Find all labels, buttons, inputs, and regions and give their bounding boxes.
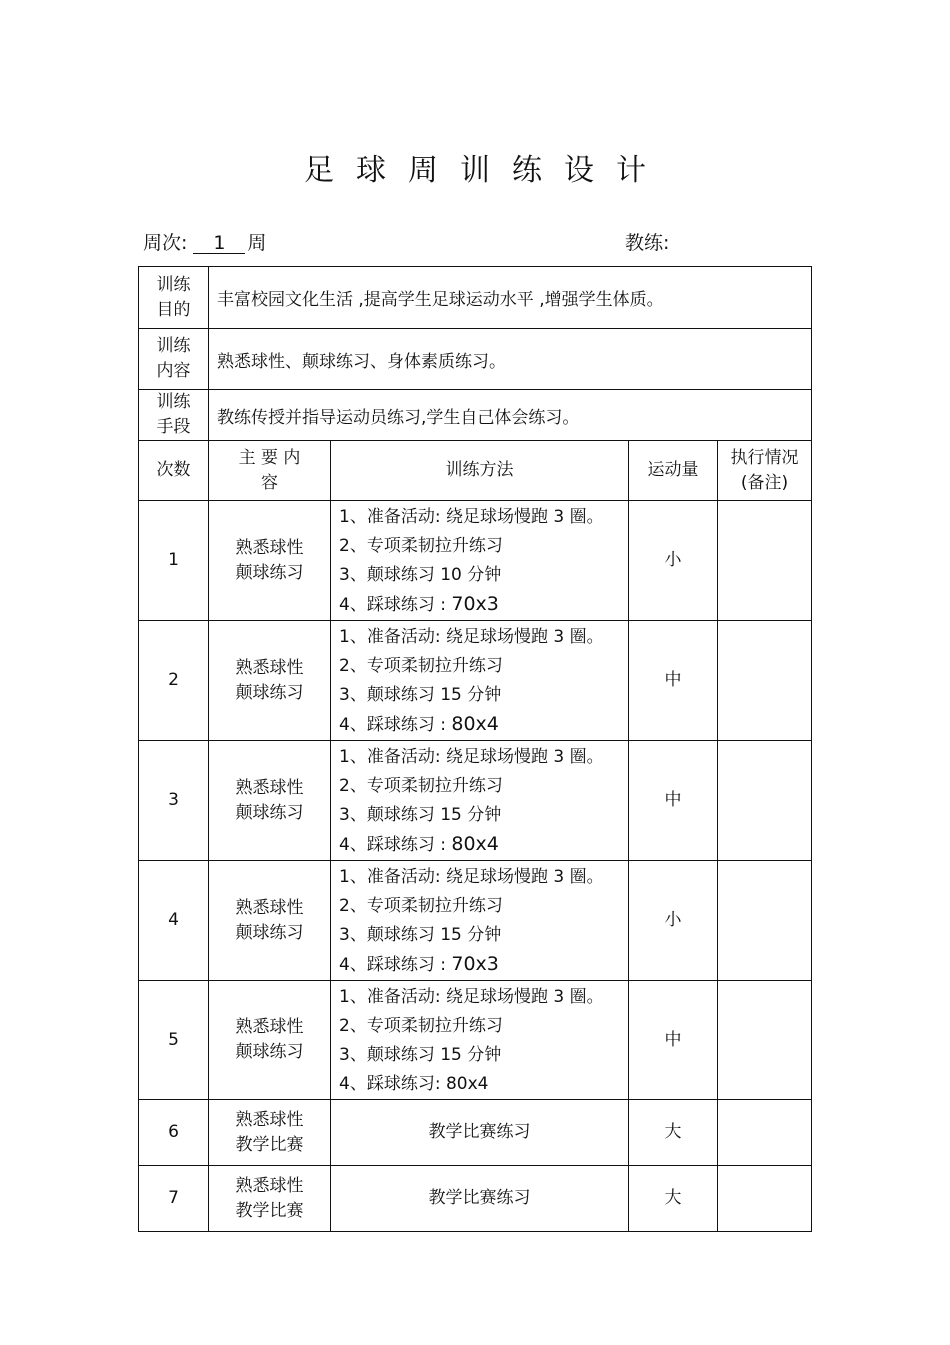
week-number: 1 [193,233,245,254]
session-load: 大 [629,1100,718,1166]
session-method: 1、准备活动: 绕足球场慢跑 3 圈。 2、专项柔韧拉升练习 3、颠球练习 15 分钟 4、踩球练习 : 70x3 [331,861,629,981]
session-number: 6 [139,1100,209,1166]
session-method: 1、准备活动: 绕足球场慢跑 3 圈。 2、专项柔韧拉升练习 3、颠球练习 15 分钟 4、踩球练习: 80x4 [331,981,629,1100]
session-note [718,981,812,1100]
session-load: 中 [629,621,718,741]
page-title: 足球周训练设计 [304,153,668,188]
session-note [718,861,812,981]
week-unit: 周 [247,232,267,254]
session-load: 中 [629,741,718,861]
session-content: 熟悉球性 颠球练习 [209,861,331,981]
info-text: 熟悉球性、颠球练习、身体素质练习。 [209,329,812,390]
session-note [718,741,812,861]
header-content: 主 要 内 容 [209,441,331,501]
header-count: 次数 [139,441,209,501]
info-text: 丰富校园文化生活 ,提高学生足球运动水平 ,增强学生体质。 [209,267,812,329]
table-row [139,861,812,981]
session-number: 3 [139,741,209,861]
info-row-goal [139,267,812,329]
session-note [718,621,812,741]
table-row [139,1166,812,1232]
session-note [718,501,812,621]
session-method: 1、准备活动: 绕足球场慢跑 3 圈。 2、专项柔韧拉升练习 3、颠球练习 15 分钟 4、踩球练习 : 80x4 [331,741,629,861]
week-label: 周次: [143,232,188,254]
session-number: 5 [139,981,209,1100]
session-number: 2 [139,621,209,741]
table-row [139,981,812,1100]
session-content: 熟悉球性 颠球练习 [209,981,331,1100]
session-load: 小 [629,861,718,981]
info-label: 训练 内容 [139,329,209,390]
session-method: 教学比赛练习 [331,1166,629,1232]
session-load: 小 [629,501,718,621]
session-method: 1、准备活动: 绕足球场慢跑 3 圈。 2、专项柔韧拉升练习 3、颠球练习 15 分钟 4、踩球练习 : 80x4 [331,621,629,741]
session-note [718,1100,812,1166]
session-content: 熟悉球性 教学比赛 [209,1100,331,1166]
info-label: 训练 手段 [139,390,209,441]
session-load: 大 [629,1166,718,1232]
week-field [143,228,266,255]
session-note [718,1166,812,1232]
header-row [139,441,812,501]
table-row [139,501,812,621]
session-content: 熟悉球性 颠球练习 [209,621,331,741]
table-row [139,1100,812,1166]
info-row-means [139,390,812,441]
session-number: 1 [139,501,209,621]
session-method: 教学比赛练习 [331,1100,629,1166]
training-plan-table [138,266,812,1232]
session-number: 7 [139,1166,209,1232]
session-content: 熟悉球性 颠球练习 [209,741,331,861]
table-row [139,621,812,741]
header-method: 训练方法 [331,441,629,501]
info-text: 教练传授并指导运动员练习,学生自己体会练习。 [209,390,812,441]
session-load: 中 [629,981,718,1100]
info-label: 训练 目的 [139,267,209,329]
session-content: 熟悉球性 教学比赛 [209,1166,331,1232]
session-method: 1、准备活动: 绕足球场慢跑 3 圈。 2、专项柔韧拉升练习 3、颠球练习 10 分钟 4、踩球练习 : 70x3 [331,501,629,621]
coach-label: 教练: [625,232,670,254]
info-row-content [139,329,812,390]
coach-field [625,228,669,255]
header-exec: 执行情况 (备注) [718,441,812,501]
session-number: 4 [139,861,209,981]
session-content: 熟悉球性 颠球练习 [209,501,331,621]
table-row [139,741,812,861]
header-load: 运动量 [629,441,718,501]
